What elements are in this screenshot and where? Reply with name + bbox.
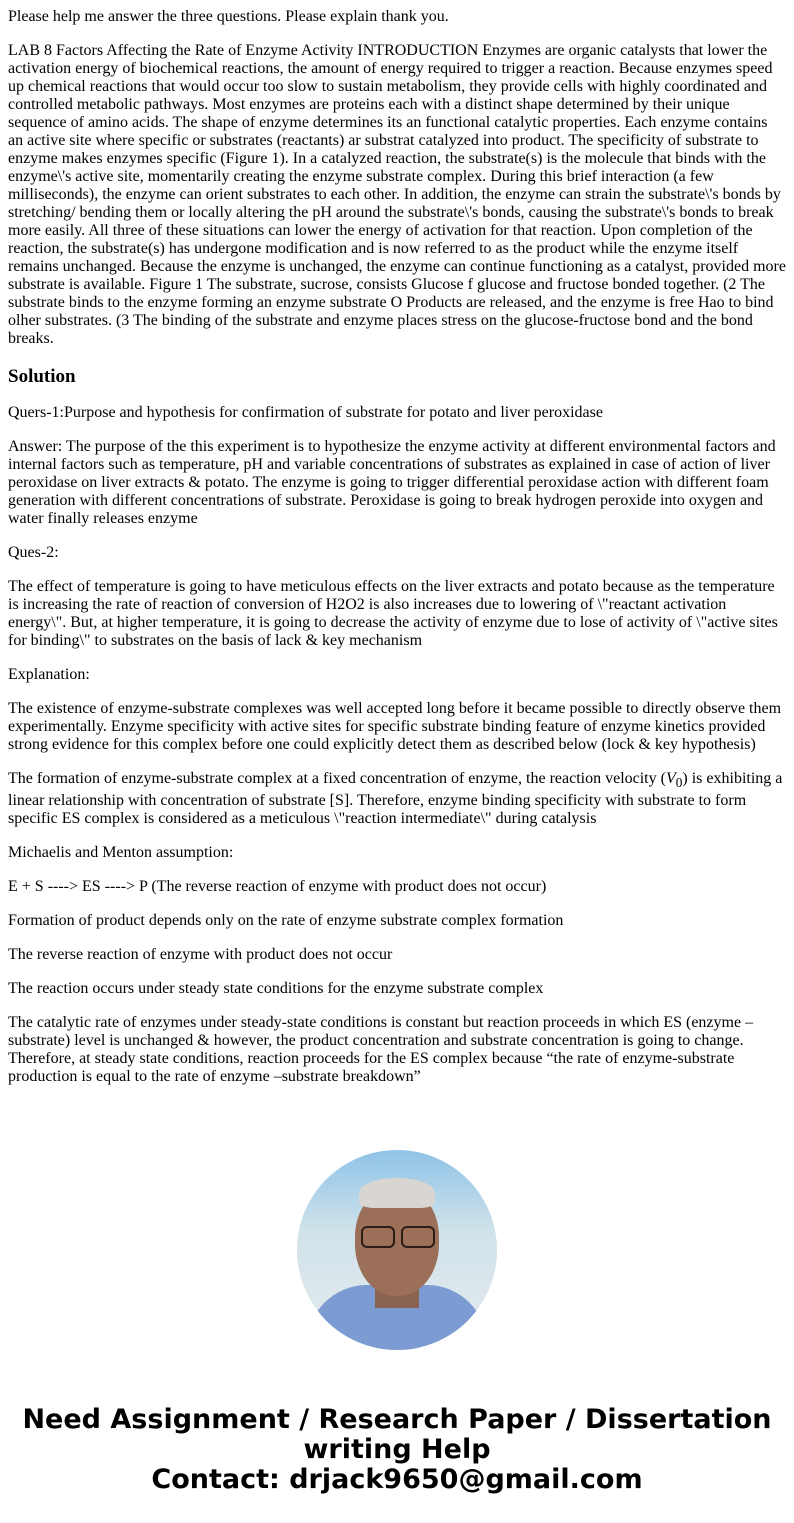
footer-contact-line: Contact: drjack9650@gmail.com [151,1464,643,1496]
velocity-symbol: V [665,770,676,787]
question-2: Ques-2: [8,544,59,561]
answer-1: Answer: The purpose of the this experiment is to hypothesize the enzyme activity at different environmental factors and internal factors such as temperature, pH and variable concentrations of substrates as explained in case of action of liver peroxidase on liver extracts & potato. The enzyme is going to trigger differential peroxidase action with different foam generation with different concentrations of substrate. Peroxidase is going to break hydrogen peroxide into oxygen and water finally releases enzyme [8,438,776,527]
solution-heading: Solution [8,366,76,387]
question-body: LAB 8 Factors Affecting the Rate of Enzyme Activity INTRODUCTION Enzymes are organic catalysts that lower the activation energy of biochemical reactions, the amount of energy required to trigger a reaction. Because enzymes speed up chemical reactions that would occur too slow to sustain metabolism, they provide cells with highly coordinated and controlled metabolic pathways. Most enzymes are proteins each with a distinct shape determined by their unique sequence of amino acids. The shape of enzyme determines its an functional catalytic properties. Each enzyme contains an active site where specific or substrates (reactants) ar substrat catalyzed into product. The specificity of substrate to enzyme makes enzymes specific (Figure 1). In a catalyzed reaction, the substrate(s) is the molecule that binds with the enzyme\'s active site, momentarily creating the enzyme substrate complex. During this brief interaction (a few milliseconds), the enzyme can orient substrates to each other. In addition, the enzyme can strain the substrate\'s bonds by stretching/ bending them or locally altering the pH around the substrate\'s bonds, causing the substrate\'s bonds to break more easily. All three of these situations can lower the energy of activation for that reaction. Upon completion of the reaction, the substrate(s) has undergone modification and is now referred to as the product while the enzyme itself remains unchanged. Because the enzyme is unchanged, the enzyme can continue functioning as a catalyst, provided more substrate is available. Figure 1 The substrate, sucrose, consists Glucose f glucose and fructose bonded together. (2 The substrate binds to the enzyme forming an enzyme substrate O Products are released, and the enzyme is free Hao to bind olher substrates. (3 The binding of the substrate and enzyme places stress on the glucose-fructose bond and the bond breaks. [8,42,786,347]
question-1: Quers-1:Purpose and hypothesis for confirmation of substrate for potato and liver peroxidase [8,404,603,421]
velocity-text-b: ) is exhibiting a linear relationship with concentration of substrate [S]. Therefore, enzyme binding specificity with substrate to form specific ES complex is considered as a meticulous \"reaction intermediate\" during catalysis [8,770,783,828]
explanation-label: Explanation: [8,666,90,683]
contact-footer [8,1405,786,1495]
steady-state-paragraph: The catalytic rate of enzymes under steady-state conditions is constant but reaction proceeds in which ES (enzyme – substrate) level is unchanged & however, the product concentration and substrate concentration is going to change. Therefore, at steady state conditions, reaction proceeds for the ES complex because “the rate of enzyme-substrate production is equal to the rate of enzyme –substrate breakdown” [8,1014,754,1086]
velocity-subscript: 0 [675,775,683,791]
reaction-equation: E + S ----> ES ----> P (The reverse reaction of enzyme with product does not occur) [8,878,547,896]
footer-help-line: Need Assignment / Research Paper / Dissertation writing Help [22,1404,772,1466]
author-photo [297,1150,497,1350]
assumption-1: Formation of product depends only on the rate of enzyme substrate complex formation [8,912,564,930]
answer-2: The effect of temperature is going to have meticulous effects on the liver extracts and potato because as the temperature is increasing the rate of reaction of conversion of H2O2 is also increases due to lowering of \"reactant activation energy\". But, at higher temperature, it is going to decrease the activity of enzyme due to lose of activity of \"active sites for binding\" to substrates on the basis of lack & key mechanism [8,578,778,649]
assumption-3: The reaction occurs under steady state conditions for the enzyme substrate complex [8,980,544,998]
question-intro: Please help me answer the three questions. Please explain thank you. [8,8,449,25]
assumption-2: The reverse reaction of enzyme with product does not occur [8,946,393,964]
velocity-text-a: The formation of enzyme-substrate complex at a fixed concentration of enzyme, the reaction velocity ( [8,770,666,787]
explanation-paragraph: The existence of enzyme-substrate complexes was well accepted long before it became possible to directly observe them experimentally. Enzyme specificity with active sites for specific substrate binding feature of enzyme kinetics provided strong evidence for this complex before one could explicitly detect them as described below (lock & key hypothesis) [8,700,782,753]
velocity-paragraph [8,770,786,828]
assumption-label: Michaelis and Menton assumption: [8,844,234,862]
